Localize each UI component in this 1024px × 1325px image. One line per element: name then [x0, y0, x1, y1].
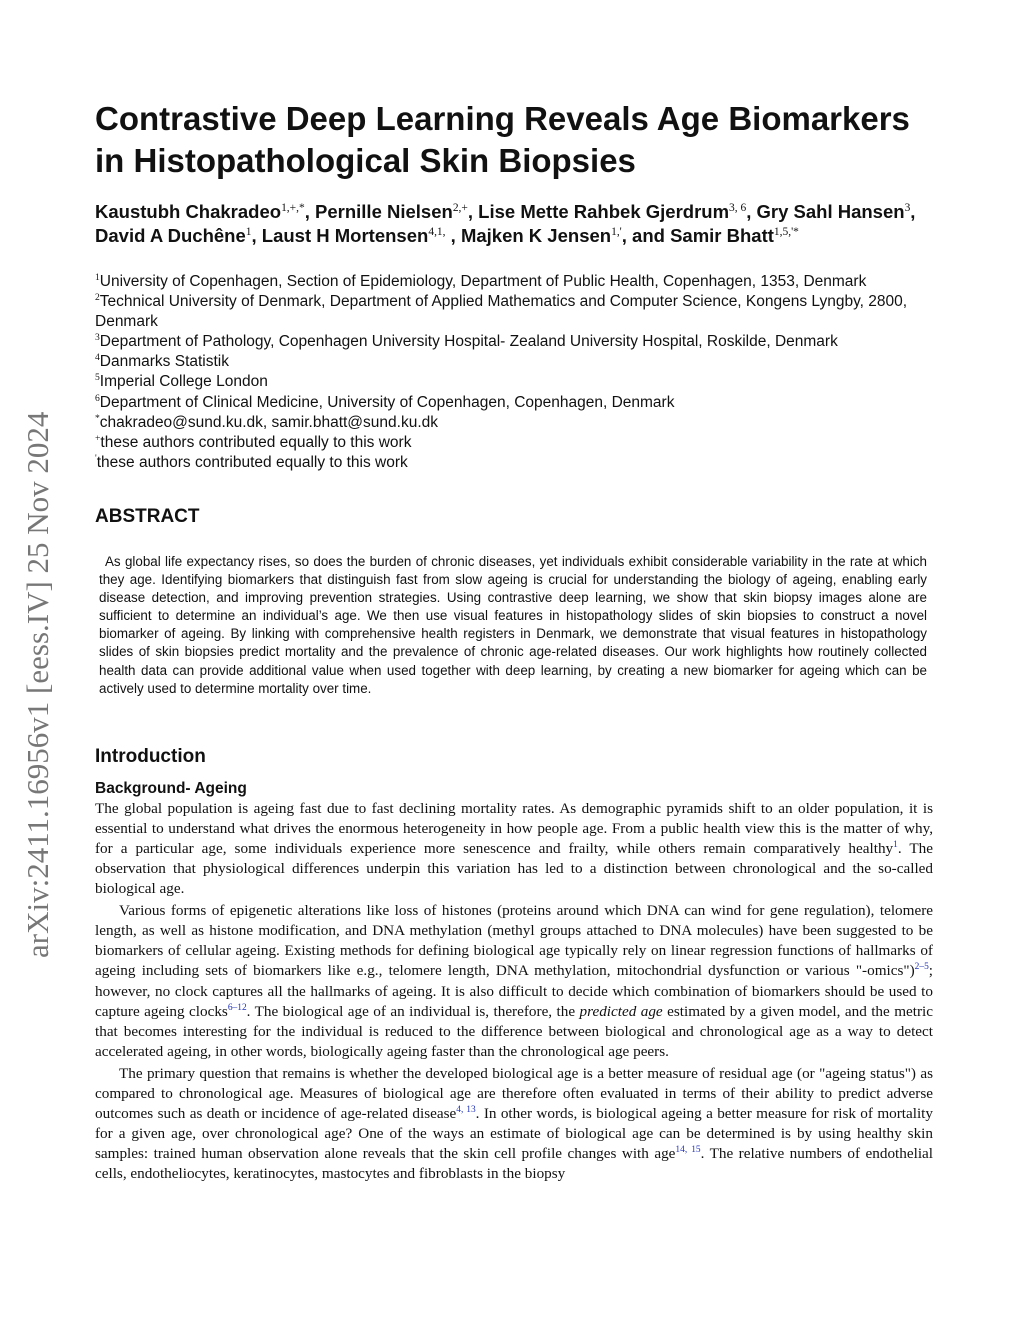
affiliation-mark: +: [95, 432, 101, 444]
affiliation-mark: 3: [95, 332, 100, 344]
paragraph-text: . In other words, is biological ageing a better measure for risk of mortality for a given age, over chronological age? One of the ways an estimate of biological age can be determined is by using healthy skin samples: trained human observation alone reveals that the skin cell profile changes with age: [95, 1105, 933, 1163]
author-affil-marks: 3: [904, 201, 911, 214]
body-text: [95, 799, 933, 1185]
affiliation-item: [95, 413, 933, 433]
paragraph-text: . The relative numbers of endothelial cells, endotheliocytes, keratinocytes, mastocytes and fibroblasts in the biopsy: [95, 1145, 934, 1183]
introduction-heading: Introduction: [95, 745, 206, 767]
affiliation-text: Department of Clinical Medicine, University of Copenhagen, Copenhagen, Denmark: [99, 393, 675, 411]
affiliation-item: [95, 352, 933, 372]
affiliation-list: [95, 272, 933, 473]
affiliation-text: University of Copenhagen, Section of Epidemiology, Department of Public Health, Copenhagen, 1353, Denmark: [99, 273, 867, 290]
affiliation-text: these authors contributed equally to this work: [100, 433, 412, 451]
affiliation-mark: 6: [95, 392, 100, 404]
emphasized-term: predicted age: [579, 1002, 663, 1020]
affiliation-text: Imperial College London: [99, 373, 268, 391]
paragraph: [95, 799, 933, 899]
author-separator: ,: [445, 225, 461, 246]
affiliation-mark: 5: [95, 372, 100, 384]
affiliation-item: [95, 433, 933, 453]
abstract-heading: ABSTRACT: [95, 505, 200, 527]
affiliation-mark: ': [95, 452, 97, 464]
paragraph-text: . The observation that physiological differences underpin this variation has led to a distinction between chronological and the so-called biological age.: [95, 839, 933, 898]
affiliation-mark: 1: [95, 271, 100, 283]
corresponding-emails: chakradeo@sund.ku.dk, samir.bhatt@sund.ku.dk: [99, 413, 439, 431]
paragraph-text: ; however, no clock captures all the hallmarks of ageing. It is also difficult to decide which combination of biomarkers should be used to capture ageing clocks: [95, 962, 933, 1020]
affiliation-item: [95, 393, 933, 413]
author-list: [95, 200, 933, 248]
abstract-text: As global life expectancy rises, so does the burden of chronic diseases, yet individuals exhibit considerable variability in the rate at which they age. Identifying biomarkers that distinguish fast from slow ageing is crucial for understanding the biology of ageing, enabling early disease detection, and improving prevention strategies. Using contrastive deep learning, we show that skin biopsy images alone are sufficient to determine an individual’s age. We then use visual features in histopathology slides of skin biopsies to construct a novel biomarker of ageing. By linking with comprehensive health registers in Denmark, we demonstrate that visual features in histopathology slides of skin biopsies predict mortality and the prevalence of chronic age-related diseases. Our work highlights how routinely collected health data can provide additional value when used together with deep learning, by creating a new biomarker for ageing which can be actively used to determine mortality over time.: [99, 553, 927, 696]
author-affil-marks: 3, 6: [729, 201, 747, 214]
author-name: Kaustubh Chakradeo: [95, 201, 282, 222]
author-separator: ,: [251, 225, 262, 246]
arxiv-identifier-stamp: arXiv:2411.16956v1 [eess.IV] 25 Nov 2024: [20, 411, 55, 958]
affiliation-item: [95, 332, 933, 352]
affiliation-text: these authors contributed equally to this work: [96, 453, 408, 471]
paragraph-text: The primary question that remains is whether the developed biological age is a better measure of residual age (or "ageing status") as compared to chronological age. Measures of biological age are therefore often evaluated in terms of their ability to predict adverse outcomes such as death or incidence of age-related disease: [95, 1064, 933, 1123]
paragraph-text: . The biological age of an individual is, therefore, the: [246, 1002, 580, 1020]
paper-title: Contrastive Deep Learning Reveals Age Biomarkers in Histopathological Skin Biopsies: [95, 100, 910, 179]
author-separator: ,: [746, 201, 757, 222]
affiliation-mark: *: [95, 412, 100, 424]
affiliation-item: [95, 453, 933, 473]
citation-link[interactable]: 1: [893, 839, 898, 850]
author-separator: , and: [621, 225, 671, 246]
author-affil-marks: 2,+: [452, 201, 468, 214]
affiliation-item: [95, 292, 933, 332]
author-affil-marks: 1: [245, 225, 252, 238]
citation-link[interactable]: 14, 15: [675, 1145, 701, 1156]
affiliation-item: [95, 372, 933, 392]
author-separator: ,: [304, 201, 316, 222]
paragraph-text: Various forms of epigenetic alterations like loss of histones (proteins around which DNA can wind for gene regulation), telomere length, as well as histone modification, and DNA methylation (methyl groups attached to DNA molecules) have been suggested to be biomarkers of cellular ageing. Existing methods for defining biological age typically rely on linear regression functions of hallmarks of ageing including sets of biomarkers like e.g., telomere length, DNA methylation, mitochondrial dysfunction or various "-omics"): [95, 902, 933, 980]
paragraph-text: The global population is ageing fast due to fast declining mortality rates. As demographic pyramids shift to an older population, it is essential to understand what drives the enormous heterogeneity in how people age. From a public health view this is the matter of why, for a particular age, some individuals experience more senescence and frailty, while others remain comparatively healthy: [95, 799, 933, 857]
author-affil-marks: 1,': [611, 225, 622, 238]
author-affil-marks: 1,+,*: [281, 201, 305, 214]
citation-link[interactable]: 6–12: [227, 1002, 247, 1013]
affiliation-item: [95, 272, 933, 292]
author-name: Lise Mette Rahbek Gjerdrum: [478, 201, 730, 222]
author-separator: ,: [910, 201, 916, 222]
author-affil-marks: 1,5,'*: [773, 225, 799, 238]
subsection-heading: Background- Ageing: [95, 779, 247, 797]
paragraph: [95, 1064, 933, 1185]
affiliation-mark: 4: [95, 352, 100, 364]
author-name: Samir Bhatt: [670, 225, 774, 246]
author-name: Laust H Mortensen: [261, 225, 429, 246]
citation-link[interactable]: 2–5: [914, 962, 929, 973]
affiliation-text: Department of Pathology, Copenhagen University Hospital- Zealand University Hospital, Roskilde, Denmark: [99, 333, 838, 351]
paragraph: [95, 901, 933, 1062]
paper-page: [95, 98, 933, 1184]
citation-link[interactable]: 4, 13: [456, 1105, 476, 1116]
author-name: Pernille Nielsen: [315, 201, 453, 222]
author-affil-marks: 4,1,: [428, 225, 446, 238]
affiliation-mark: 2: [95, 291, 100, 303]
paragraph-text: estimated by a given model, and the metric that becomes interesting for the individual is reduced to the difference between biological and chronological age as a way to detect accelerated ageing, in other words, biologically ageing faster than the chronological age peers.: [95, 1002, 933, 1060]
affiliation-text: Technical University of Denmark, Department of Applied Mathematics and Computer Science, Kongens Lyngby, 2800, Denmark: [95, 293, 908, 331]
author-separator: ,: [467, 201, 479, 222]
author-name: Majken K Jensen: [460, 225, 612, 246]
author-name: David A Duchêne: [95, 225, 246, 246]
author-name: Gry Sahl Hansen: [756, 201, 905, 222]
affiliation-text: Danmarks Statistik: [99, 353, 229, 371]
